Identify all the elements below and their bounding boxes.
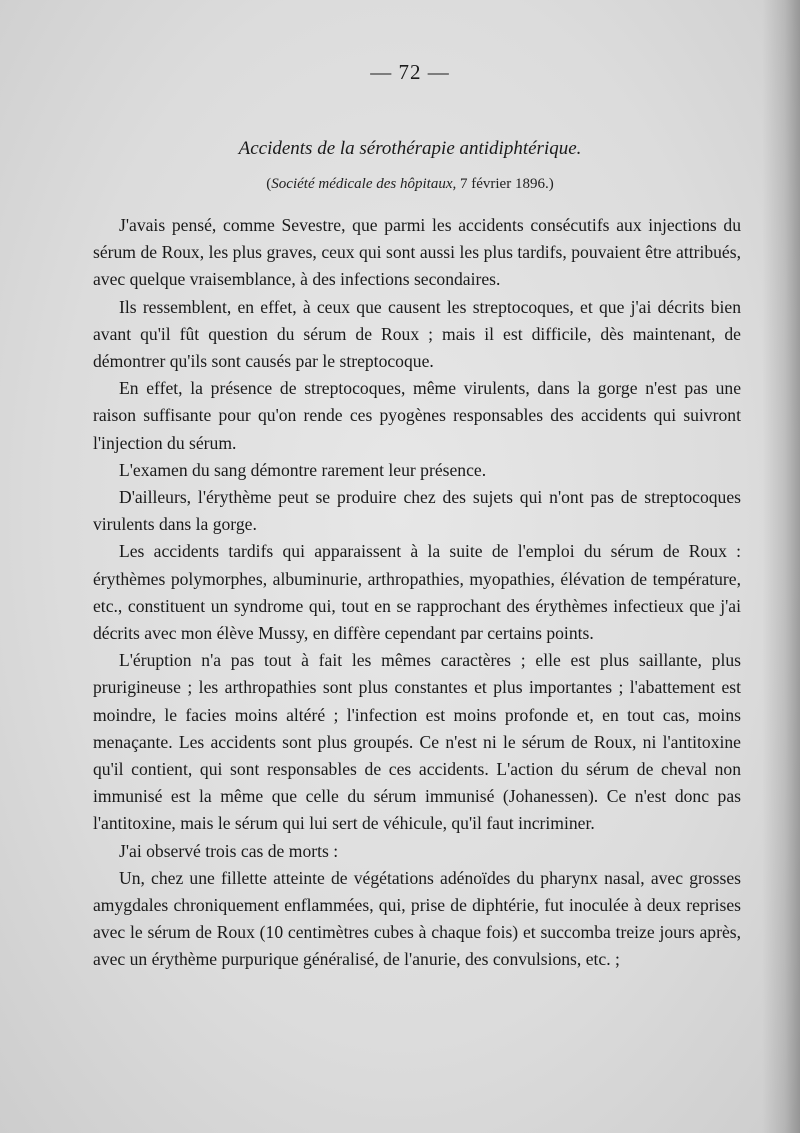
article-title: Accidents de la sérothérapie antidiphtérique. xyxy=(238,138,582,159)
paragraph-8: J'ai observé trois cas de morts : xyxy=(119,840,339,861)
article-source xyxy=(0,176,800,193)
paragraph-6: Les accidents tardifs qui apparaissent à la suite de l'emploi du sérum de Roux : érythèmes polymorphes, albuminurie, arthropathies, myopathies, élévation de température, etc., constituent un syndrome qui, tout en se rapprochant des érythèmes infectieux que j'ai décrits avec mon élève Mussy, en diffère cependant par certains points. xyxy=(93,541,741,644)
paragraph-7: L'éruption n'a pas tout à fait les mêmes caractères ; elle est plus saillante, plus prurigineuse ; les arthropathies sont plus constantes et plus importantes ; l'abattement est moindre, le facies moins altéré ; l'infection est moins profonde et, en tout cas, moins menaçante. Les accidents sont plus groupés. Ce n'est ni le sérum de Roux, ni l'antitoxine qu'il contient, qui sont responsables de ces accidents. L'action du sérum de cheval non immunisé est la même que celle du sérum immunisé (Johanessen). Ce n'est donc pas l'antitoxine, mais le sérum qui lui sert de véhicule, qu'il faut incriminer. xyxy=(93,650,741,834)
page-number: — 72 — xyxy=(370,60,450,84)
paragraph-9: Un, chez une fillette atteinte de végétations adénoïdes du pharynx nasal, avec grosses amygdales chroniquement enflammées, qui, prise de diphtérie, fut inoculée à deux reprises avec le sérum de Roux (10 centimètres cubes à chaque fois) et succomba treize jours après, avec un érythème purpurique généralisé, de l'anurie, des convulsions, etc. ; xyxy=(93,867,741,970)
source-society: Société médicale des hôpitaux, xyxy=(271,176,457,192)
paragraph-4: L'examen du sang démontre rarement leur présence. xyxy=(119,459,487,480)
source-open: ( xyxy=(266,176,272,192)
source-date: 7 février 1896.) xyxy=(456,176,554,192)
paragraph-1: J'avais pensé, comme Sevestre, que parmi les accidents consécutifs aux injections du sérum de Roux, les plus graves, ceux qui sont aussi les plus tardifs, pouvaient être attribués, avec quelque vraisemblance, à des infections secondaires. xyxy=(93,215,741,290)
article-body xyxy=(93,212,741,974)
paragraph-5: D'ailleurs, l'érythème peut se produire chez des sujets qui n'ont pas de streptocoques virulents dans la gorge. xyxy=(93,487,741,535)
paragraph-2: Ils ressemblent, en effet, à ceux que causent les streptocoques, et que j'ai décrits bien avant qu'il fût question du sérum de Roux ; mais il est difficile, dès maintenant, de démontrer qu'ils sont causés par le streptocoque. xyxy=(93,296,741,372)
paragraph-3: En effet, la présence de streptocoques, même virulents, dans la gorge n'est pas une raison suffisante pour qu'on rende ces pyogènes responsables des accidents qui suivront l'injection du sérum. xyxy=(93,378,741,453)
